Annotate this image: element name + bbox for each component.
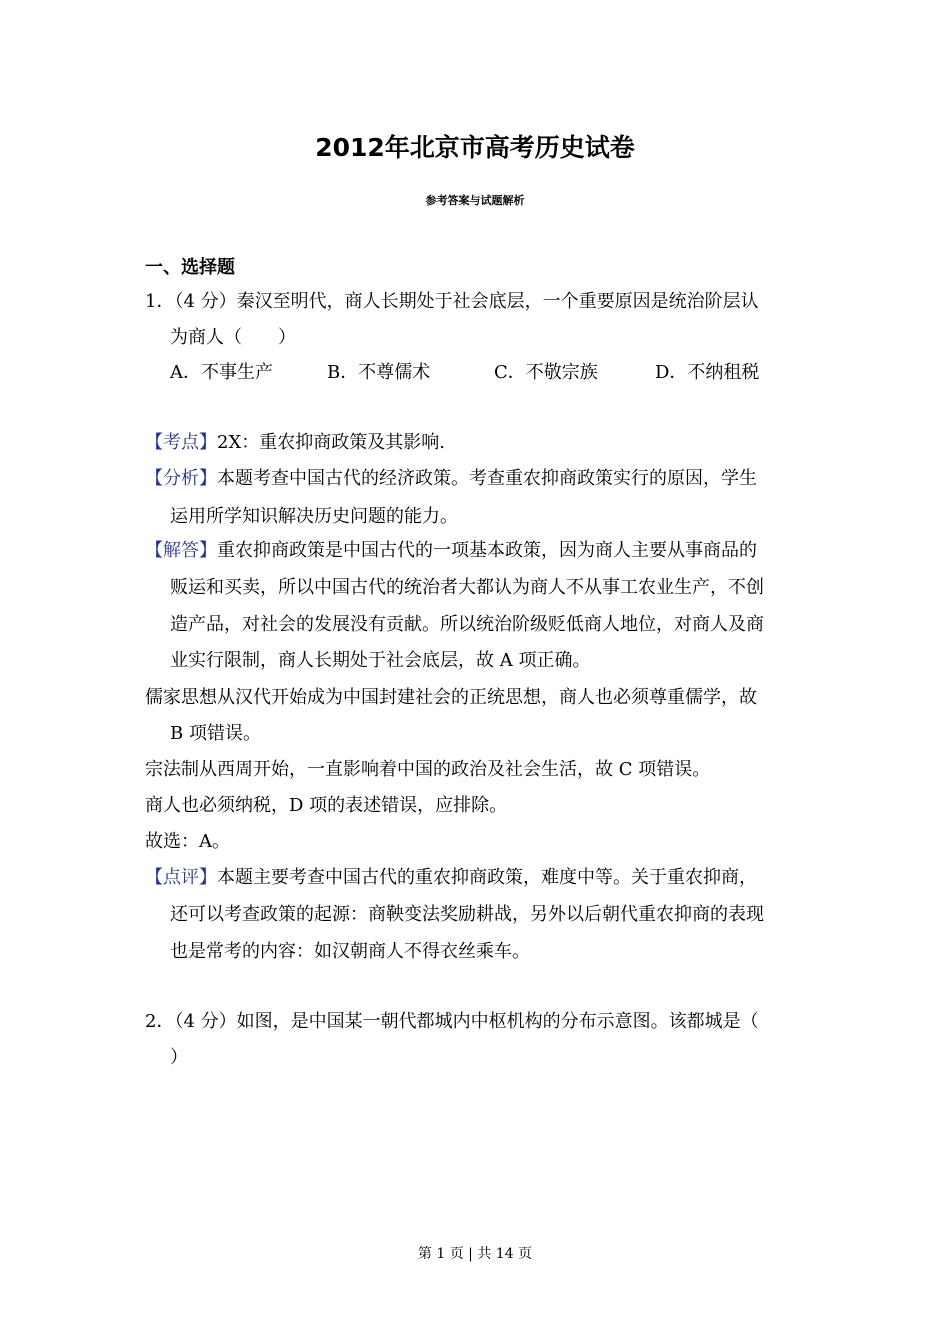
q1-jieda-line-1 [145,538,815,564]
q1-explain-line-3: 宗法制从西周开始，一直影响着中国的政治及社会生活，故 C 项错误。 [145,759,711,780]
q1-explain-line-4: 商人也必须纳税，D 项的表述错误，应排除。 [145,795,508,816]
q1-answer: 故选：A。 [145,831,230,852]
q1-explain-line-2: B 项错误。 [170,723,261,744]
dianping-text-1: 本题主要考查中国古代的重农抑商政策，难度中等。关于重农抑商， [217,867,757,888]
kaodian-text: 2X：重农抑商政策及其影响. [217,432,445,453]
q2-stem-line-1: 2．（4 分）如图，是中国某一朝代都城内中枢机构的分布示意图。该都城是（ [145,1011,759,1032]
jieda-tag: 【解答】 [145,540,217,561]
page-footer: 第 1 页 | 共 14 页 [417,1246,533,1262]
fenxi-text-1: 本题考查中国古代的经济政策。考查重农抑商政策实行的原因，学生 [217,468,757,489]
q1-option-b: B．不尊儒术 [327,362,431,383]
q1-option-c: C．不敬宗族 [494,362,598,383]
jieda-text-1: 重农抑商政策是中国古代的一项基本政策，因为商人主要从事商品的 [217,540,757,561]
q1-option-a: A．不事生产 [170,362,273,383]
q1-stem-line-1: 1．（4 分）秦汉至明代，商人长期处于社会底层，一个重要原因是统治阶层认 [145,291,759,312]
q1-dianping-line-3: 也是常考的内容：如汉朝商人不得衣丝乘车。 [170,941,530,962]
page-subtitle: 参考答案与试题解析 [425,194,525,207]
q1-jieda-line-2: 贩运和买卖，所以中国古代的统治者大都认为商人不从事工农业生产，不创 [170,577,764,598]
q1-fenxi-line-2: 运用所学知识解决历史问题的能力。 [170,506,458,527]
kaodian-tag: 【考点】 [145,432,217,453]
q1-option-d: D．不纳租税 [655,362,760,383]
q1-dianping-line-2: 还可以考查政策的起源：商鞅变法奖励耕战，另外以后朝代重农抑商的表现 [170,904,764,925]
q1-jieda-line-4: 业实行限制，商人长期处于社会底层，故 A 项正确。 [170,650,591,671]
q1-explain-line-1: 儒家思想从汉代开始成为中国封建社会的正统思想，商人也必须尊重儒学，故 [145,687,757,708]
fenxi-tag: 【分析】 [145,468,217,489]
section-heading: 一、选择题 [145,257,235,278]
q1-dianping-line-1 [145,865,815,891]
dianping-tag: 【点评】 [145,867,217,888]
q2-stem-line-2: ） [170,1047,188,1068]
q1-fenxi-line-1 [145,466,815,492]
q1-kaodian [145,430,815,456]
page-title: 2012年北京市高考历史试卷 [315,133,635,162]
q1-stem-line-2: 为商人（ ） [170,327,296,348]
q1-jieda-line-3: 造产品，对社会的发展没有贡献。所以统治阶级贬低商人地位，对商人及商 [170,614,764,635]
